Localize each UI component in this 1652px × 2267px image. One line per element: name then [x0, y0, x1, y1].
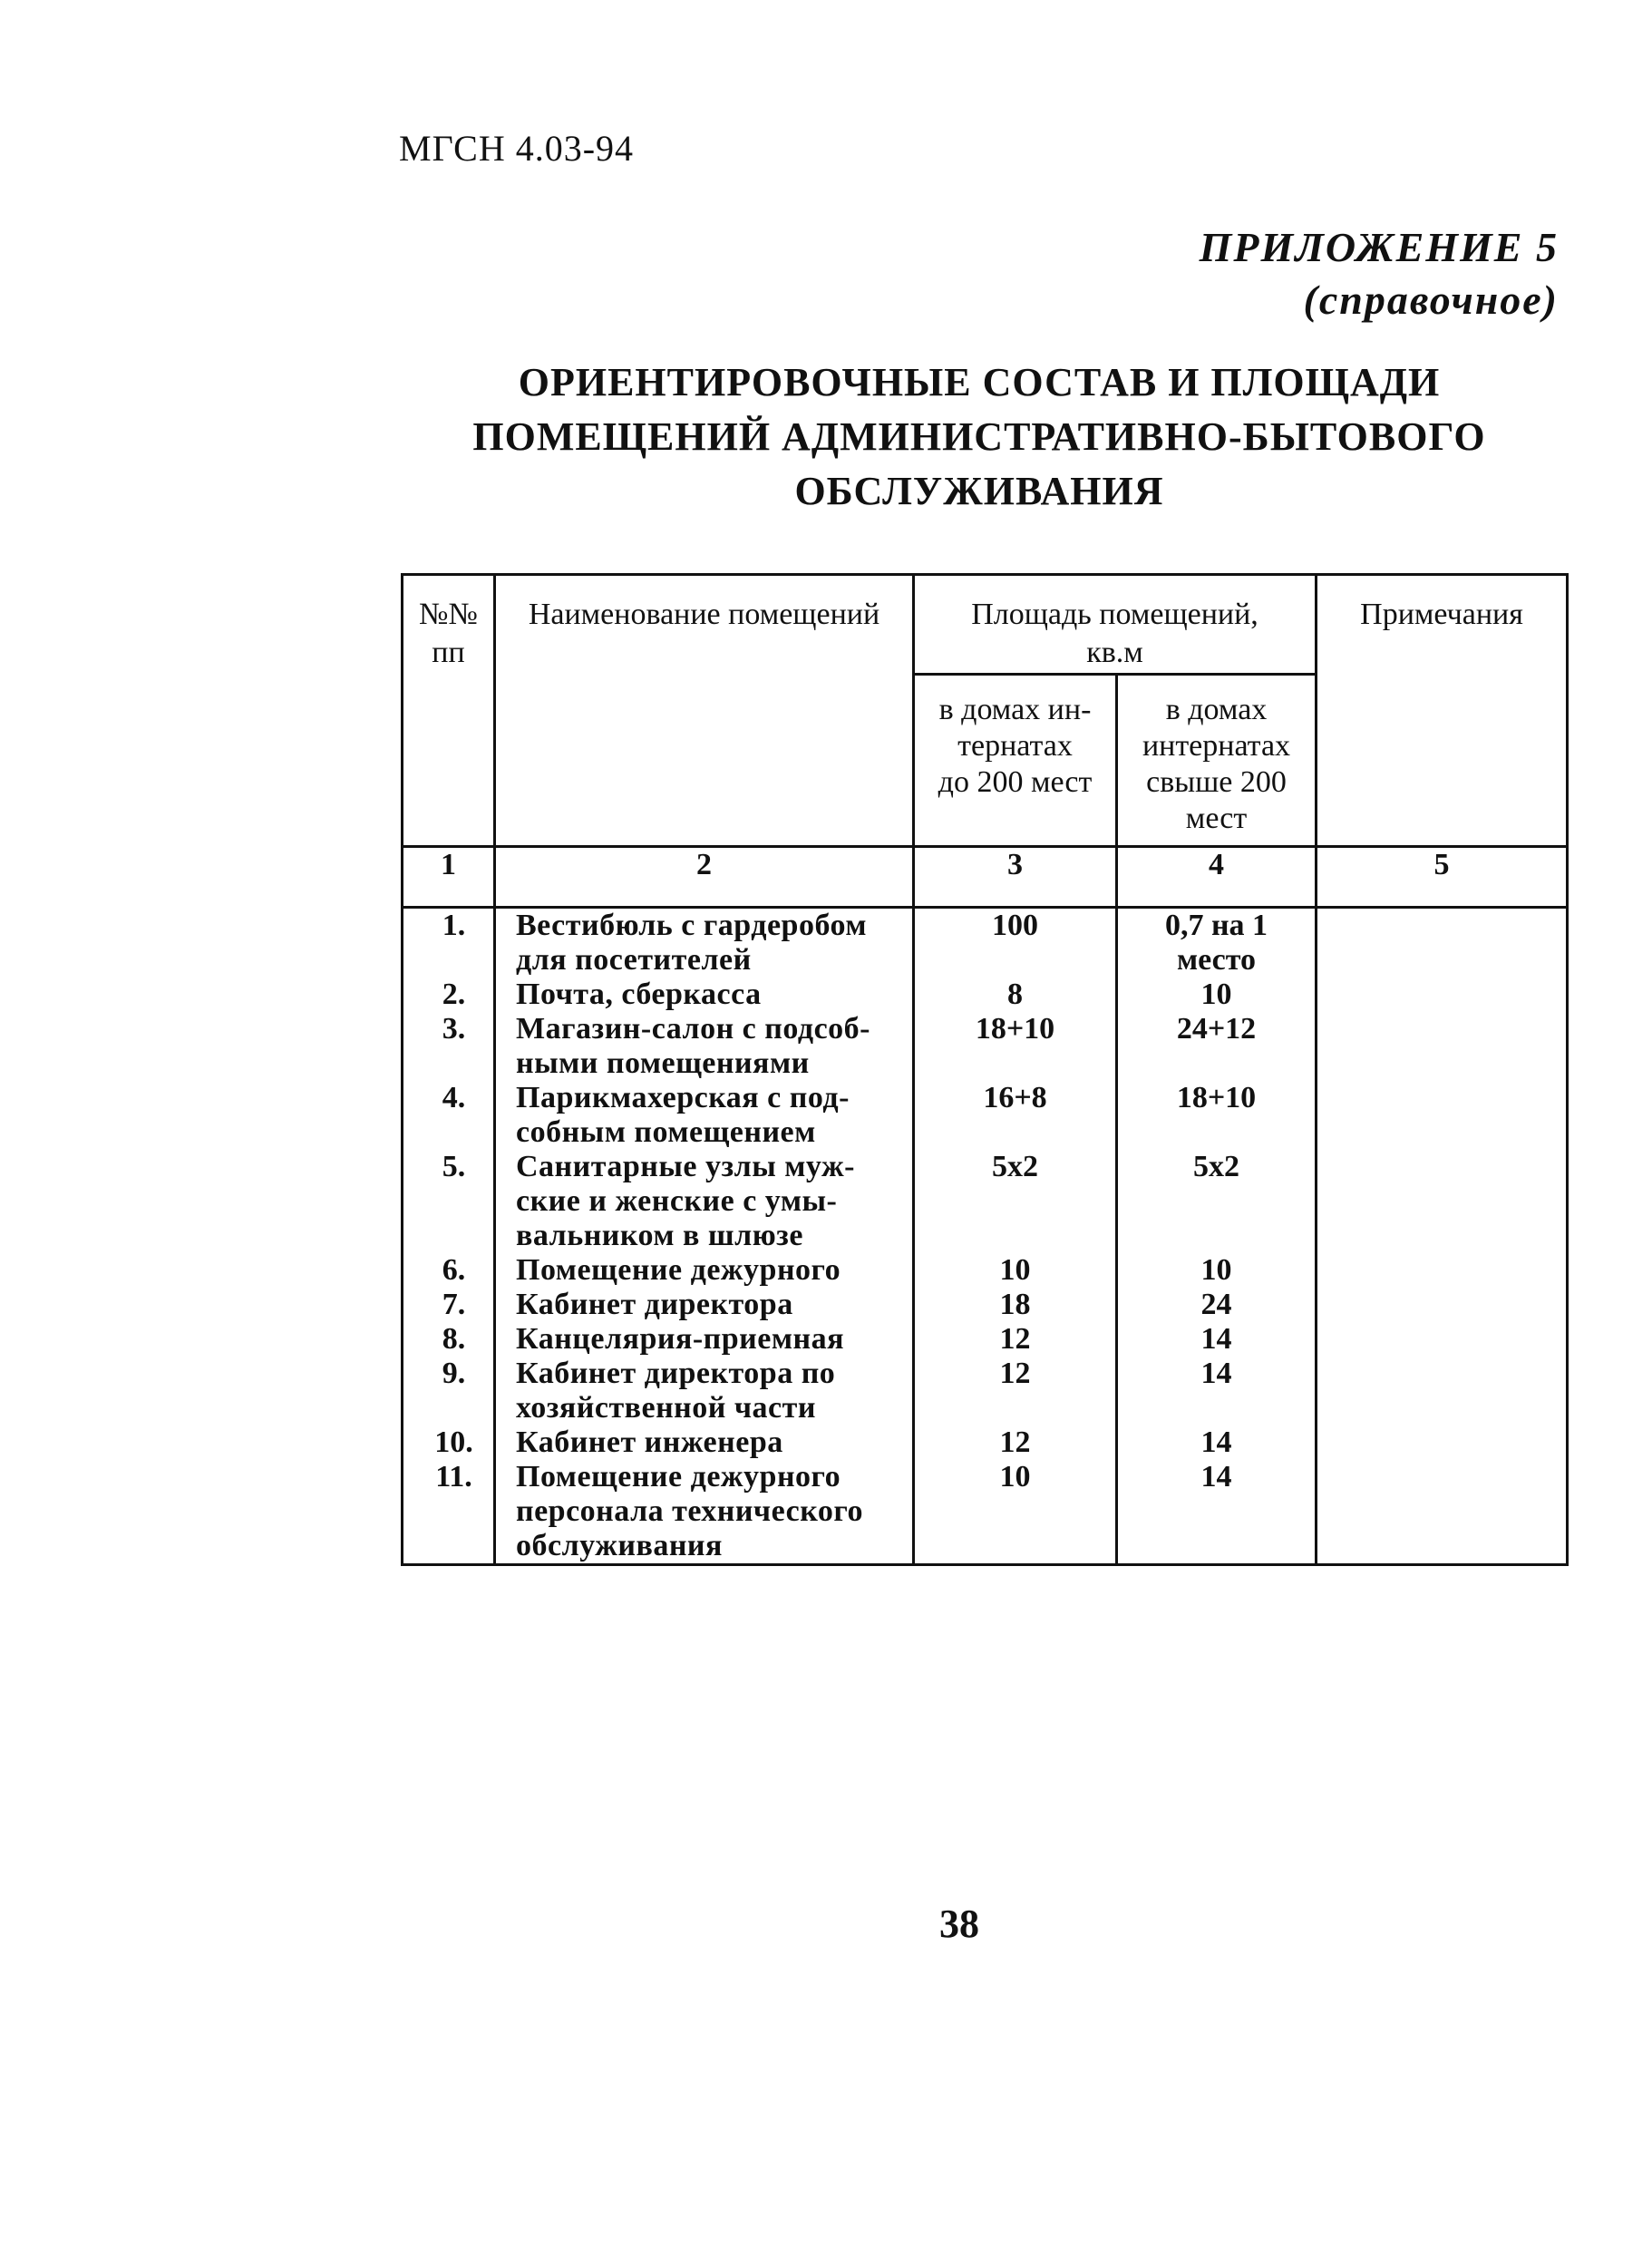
- area-up-to-200: 18: [914, 1288, 1117, 1322]
- table-row: [403, 1081, 1568, 1150]
- room-name-line: вальником в шлюзе: [516, 1219, 803, 1252]
- area-over-200-line: 5x2: [1193, 1150, 1239, 1183]
- room-name-line: ские и женские с умы-: [516, 1184, 838, 1218]
- row-number: 9.: [403, 1357, 495, 1425]
- area-up-to-200: 12: [914, 1425, 1117, 1460]
- header-area: [914, 575, 1317, 675]
- room-name: [495, 1253, 914, 1288]
- column-numbers-row: [403, 847, 1568, 908]
- room-name: [495, 1357, 914, 1425]
- row-note: [1317, 908, 1568, 978]
- area-over-200: [1117, 1322, 1317, 1357]
- row-number: 7.: [403, 1288, 495, 1322]
- room-name-line: Канцелярия-приемная: [516, 1322, 844, 1356]
- row-number: 8.: [403, 1322, 495, 1357]
- area-over-200-line: 0,7 на 1: [1164, 909, 1268, 942]
- room-name: [495, 1150, 914, 1253]
- row-number: 11.: [403, 1460, 495, 1565]
- row-number: 6.: [403, 1253, 495, 1288]
- room-name: [495, 1081, 914, 1150]
- row-note: [1317, 1460, 1568, 1565]
- table-header: [403, 575, 1568, 908]
- header-number-line-2: пп: [432, 636, 465, 669]
- area-up-to-200: 12: [914, 1322, 1117, 1357]
- table-row: [403, 1425, 1568, 1460]
- table-row: [403, 1012, 1568, 1081]
- header-area-large-line-4: мест: [1185, 802, 1248, 835]
- area-over-200-line: 14: [1200, 1357, 1232, 1390]
- room-name: [495, 1460, 914, 1565]
- area-over-200-line: 24: [1200, 1288, 1232, 1321]
- room-name: [495, 1012, 914, 1081]
- appendix-note: (справочное): [1303, 277, 1559, 323]
- room-name-line: Почта, сберкасса: [516, 978, 762, 1011]
- room-name-line: Помещение дежурного: [516, 1253, 841, 1287]
- header-area-small: [914, 675, 1117, 847]
- table-row: [403, 908, 1568, 978]
- row-note: [1317, 1357, 1568, 1425]
- table-row: [403, 1322, 1568, 1357]
- area-over-200: [1117, 978, 1317, 1012]
- room-name: [495, 1322, 914, 1357]
- row-number: 3.: [403, 1012, 495, 1081]
- column-number: 1: [403, 847, 495, 908]
- area-over-200-line: 14: [1200, 1425, 1232, 1459]
- area-over-200-line: 14: [1200, 1322, 1232, 1356]
- area-up-to-200: 100: [914, 908, 1117, 978]
- title-line-2: ПОМЕЩЕНИЙ АДМИНИСТРАТИВНО-БЫТОВОГО: [472, 414, 1486, 459]
- area-over-200: [1117, 1425, 1317, 1460]
- room-name-line: Кабинет директора: [516, 1288, 793, 1321]
- room-name-line: ными помещениями: [516, 1046, 810, 1080]
- row-note: [1317, 1425, 1568, 1460]
- room-name-line: Санитарные узлы муж-: [516, 1150, 855, 1183]
- area-over-200: [1117, 1253, 1317, 1288]
- area-over-200-line: место: [1177, 943, 1257, 977]
- room-name-line: Парикмахерская с под-: [516, 1081, 850, 1114]
- area-up-to-200: 10: [914, 1253, 1117, 1288]
- room-name: [495, 1288, 914, 1322]
- area-over-200-line: 10: [1200, 978, 1232, 1011]
- area-over-200-line: 10: [1200, 1253, 1232, 1287]
- row-note: [1317, 1322, 1568, 1357]
- column-number: 5: [1317, 847, 1568, 908]
- row-number: 2.: [403, 978, 495, 1012]
- header-area-small-line-3: до 200 мест: [938, 765, 1093, 799]
- area-over-200: [1117, 1150, 1317, 1253]
- table-row: [403, 978, 1568, 1012]
- room-name-line: персонала технического: [516, 1494, 863, 1528]
- header-notes: Примечания: [1317, 575, 1568, 847]
- room-name-line: Кабинет директора по: [516, 1357, 836, 1390]
- row-number: 5.: [403, 1150, 495, 1253]
- rooms-table: [401, 573, 1569, 1566]
- table-body: [403, 908, 1568, 1565]
- row-number: 10.: [403, 1425, 495, 1460]
- row-note: [1317, 1150, 1568, 1253]
- header-area-small-line-2: тернатах: [957, 729, 1073, 763]
- column-number: 4: [1117, 847, 1317, 908]
- room-name-line: хозяйственной части: [516, 1391, 816, 1425]
- area-up-to-200: 12: [914, 1357, 1117, 1425]
- header-number: [403, 575, 495, 847]
- row-note: [1317, 1081, 1568, 1150]
- row-note: [1317, 978, 1568, 1012]
- area-up-to-200: 5x2: [914, 1150, 1117, 1253]
- area-over-200: [1117, 1012, 1317, 1081]
- room-name: [495, 1425, 914, 1460]
- table-row: [403, 1150, 1568, 1253]
- room-name-line: собным помещением: [516, 1115, 816, 1149]
- column-number: 3: [914, 847, 1117, 908]
- document-code: МГСН 4.03-94: [399, 128, 635, 169]
- row-number: 4.: [403, 1081, 495, 1150]
- area-over-200-line: 18+10: [1176, 1081, 1257, 1114]
- table-row: [403, 1253, 1568, 1288]
- area-over-200: [1117, 1081, 1317, 1150]
- row-note: [1317, 1288, 1568, 1322]
- header-area-line-1: Площадь помещений,: [971, 598, 1258, 631]
- row-number: 1.: [403, 908, 495, 978]
- area-over-200: [1117, 1288, 1317, 1322]
- room-name-line: Помещение дежурного: [516, 1460, 841, 1493]
- room-name-line: Магазин-салон с подсоб-: [516, 1012, 870, 1046]
- column-number: 2: [495, 847, 914, 908]
- header-area-small-line-1: в домах ин-: [938, 693, 1092, 726]
- appendix-title: ПРИЛОЖЕНИЕ 5: [1199, 224, 1559, 270]
- appendix-heading: [1200, 221, 1559, 326]
- table-row: [403, 1357, 1568, 1425]
- page-number: 38: [939, 1902, 979, 1946]
- area-over-200: [1117, 1460, 1317, 1565]
- area-up-to-200: 8: [914, 978, 1117, 1012]
- header-area-large-line-2: интернатах: [1142, 729, 1291, 763]
- room-name: [495, 908, 914, 978]
- row-note: [1317, 1012, 1568, 1081]
- room-name: [495, 978, 914, 1012]
- area-up-to-200: 16+8: [914, 1081, 1117, 1150]
- room-name-line: Вестибюль с гардеробом: [516, 909, 868, 942]
- room-name-line: Кабинет инженера: [516, 1425, 783, 1459]
- room-name-line: для посетителей: [516, 943, 752, 977]
- header-number-line-1: №№: [419, 598, 478, 631]
- area-over-200: [1117, 908, 1317, 978]
- table-row: [403, 1460, 1568, 1565]
- row-note: [1317, 1253, 1568, 1288]
- area-over-200-line: 24+12: [1176, 1012, 1257, 1046]
- area-over-200-line: 14: [1200, 1460, 1232, 1493]
- document-title: [399, 355, 1560, 519]
- header-area-large-line-3: свыше 200: [1146, 765, 1287, 799]
- area-up-to-200: 18+10: [914, 1012, 1117, 1081]
- title-line-1: ОРИЕНТИРОВОЧНЫЕ СОСТАВ И ПЛОЩАДИ: [518, 360, 1441, 404]
- table-row: [403, 1288, 1568, 1322]
- room-name-line: обслуживания: [516, 1529, 723, 1562]
- area-over-200: [1117, 1357, 1317, 1425]
- header-area-large-line-1: в домах: [1165, 693, 1268, 726]
- area-up-to-200: 10: [914, 1460, 1117, 1565]
- header-room-name: Наименование помещений: [495, 575, 914, 847]
- title-line-3: ОБСЛУЖИВАНИЯ: [794, 469, 1164, 513]
- header-area-large: [1117, 675, 1317, 847]
- header-area-line-2: кв.м: [1086, 636, 1143, 669]
